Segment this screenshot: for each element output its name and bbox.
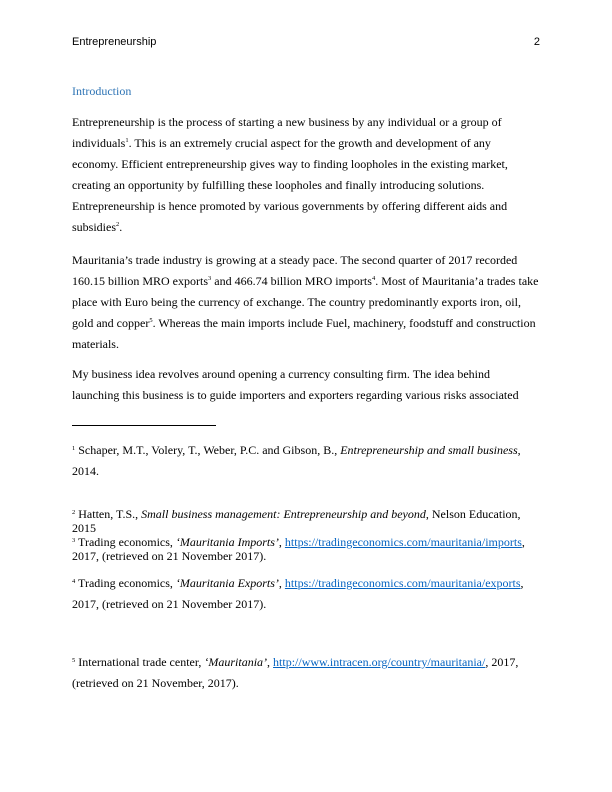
footnote-text: Trading economics, [75,576,176,590]
footnote-ref-2[interactable]: 2 [116,221,120,228]
footnote-text: , [278,535,285,549]
paragraph-text: . This is an extremely crucial aspect for the growth and development of any economy. Efficient entrepreneurship gives way to finding loopholes in the existing market, creating an opportunity by fulfilling these loopholes and finally introducing solutions. Entrepreneurship is hence promoted by various governments by offering different aids and subsidies [72,136,508,234]
footnote-title: ‘Mauritania Exports’ [175,576,279,590]
footnote-title: Entrepreneurship and small business [340,443,518,457]
footnote-number: 5 [72,657,76,664]
footnote-number: 1 [72,445,76,452]
paragraph-text: and 466.74 billion MRO imports [211,274,372,288]
footnote-text: Trading economics, [75,535,176,549]
footnote-link-exports[interactable]: https://tradingeconomics.com/mauritania/exports [284,576,521,590]
footnote-text: , [278,576,285,590]
footnote-number: 4 [72,578,76,585]
footnote-3 [72,535,540,563]
footnote-text: International trade center, [75,655,205,669]
footnote-number: 2 [72,509,76,516]
running-header-title: Entrepreneurship [72,36,157,48]
page-number: 2 [533,36,540,48]
paragraph-1 [72,112,540,238]
footnote-text: , 2014. [72,443,521,478]
footnote-ref-1[interactable]: 1 [125,137,129,144]
footnote-title: ‘Mauritania’ [204,655,268,669]
footnote-link-intracen[interactable]: http://www.intracen.org/country/mauritania/ [273,655,486,669]
footnote-text: , [267,655,274,669]
footnote-text: Hatten, T.S., [75,507,142,521]
footnote-ref-5[interactable]: 5 [149,317,153,324]
footnote-separator [72,425,216,426]
paragraph-text: . Whereas the main imports include Fuel, machinery, foodstuff and construction materials. [72,316,536,351]
footnote-ref-4[interactable]: 4 [371,275,376,282]
paragraph-text: . Most of Mauritania’a trades take place with Euro being the currency of exchange. The country predominantly exports iron, oil, gold and copper [72,274,539,330]
footnote-ref-3[interactable]: 3 [208,275,212,282]
footnote-title: ‘Mauritania Imports’ [175,535,279,549]
paragraph-text: My business idea revolves around opening a currency consulting firm. The idea behind launching this business is to guide importers and exporters regarding various risks associated [72,367,519,402]
footnote-text: Schaper, M.T., Volery, T., Weber, P.C. and Gibson, B., [75,443,341,457]
footnote-2 [72,507,540,535]
paragraph-text: . [119,220,123,234]
footnote-5 [72,652,540,694]
footnote-title: Small business management: Entrepreneurship and beyond [141,507,426,521]
paragraph-3 [72,364,540,406]
footnote-4 [72,573,540,615]
footnote-1 [72,440,540,482]
footnote-text: , 2017, (retrieved on 21 November 2017). [72,535,525,563]
paragraph-text: Mauritania’s trade industry is growing at a steady pace. The second quarter of 2017 recorded 160.15 billion MRO exports [72,253,518,288]
paragraph-text: Entrepreneurship is the process of starting a new business by any individual or a group of individuals [72,115,502,150]
section-heading: Introduction [72,84,132,98]
footnote-2-3-group [72,507,540,563]
footnote-text: , 2017, (retrieved on 21 November, 2017). [72,655,519,690]
footnote-number: 3 [72,537,76,544]
footnote-text: , 2017, (retrieved on 21 November 2017). [72,576,524,611]
paragraph-2 [72,250,540,355]
footnote-link-imports[interactable]: https://tradingeconomics.com/mauritania/imports [284,535,522,549]
footnote-text: , Nelson Education, 2015 [72,507,521,535]
